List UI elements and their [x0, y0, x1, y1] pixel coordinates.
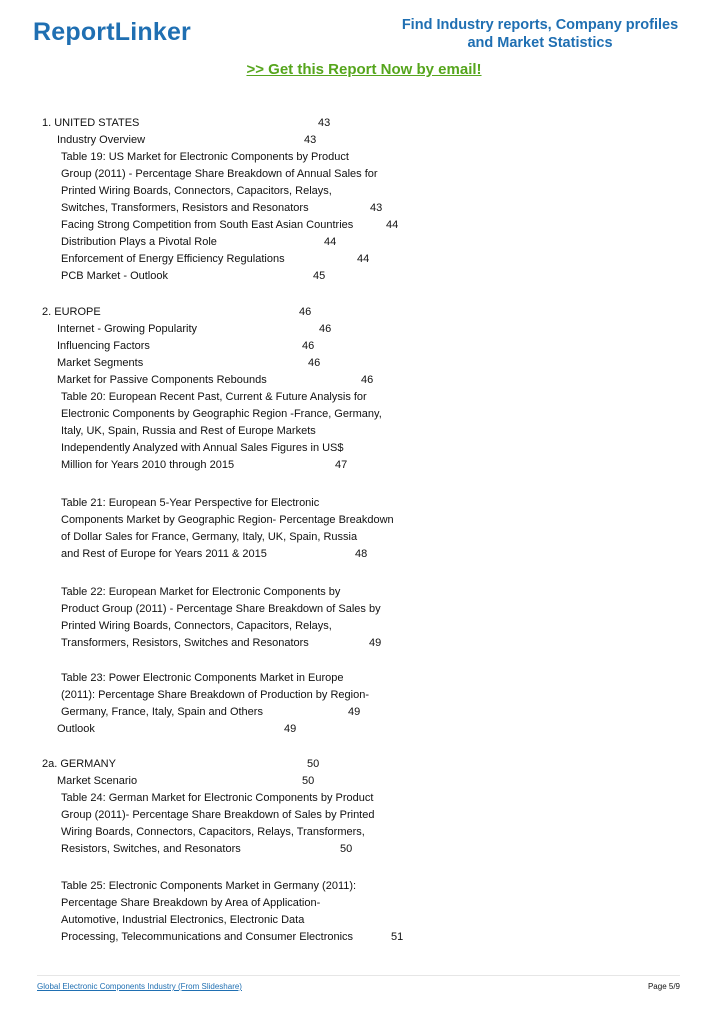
toc-entry: Distribution Plays a Pivotal Role — [61, 236, 217, 248]
toc-entry: Automotive, Industrial Electronics, Electronic Data — [61, 914, 305, 926]
toc-page-number: 49 — [284, 723, 297, 735]
toc-page-number: 43 — [304, 134, 317, 146]
toc-entry: 2. EUROPE — [42, 306, 101, 318]
toc-entry: Market Scenario — [57, 775, 138, 787]
toc-entry: of Dollar Sales for France, Germany, Italy, UK, Spain, Russia — [61, 531, 358, 543]
toc-page-number: 46 — [361, 374, 374, 386]
toc-entry: Facing Strong Competition from South East Asian Countries — [61, 219, 354, 231]
toc-entry: Group (2011)- Percentage Share Breakdown of Sales by Printed — [61, 809, 375, 821]
toc-entry: Percentage Share Breakdown by Area of Application- — [61, 897, 321, 909]
toc-entry: Table 21: European 5-Year Perspective for Electronic — [61, 497, 320, 509]
toc-page-number: 44 — [386, 219, 399, 231]
toc-page-number: 51 — [391, 931, 404, 943]
toc-page-number: 44 — [324, 236, 337, 248]
toc-entry: Internet - Growing Popularity — [57, 323, 198, 335]
toc-entry: Italy, UK, Spain, Russia and Rest of Europe Markets — [61, 425, 316, 437]
toc-entry: Germany, France, Italy, Spain and Others — [61, 706, 263, 718]
get-report-email-link[interactable]: >> Get this Report Now by email! — [246, 61, 482, 78]
toc-page-number: 45 — [313, 270, 326, 282]
toc-page-number: 49 — [369, 637, 382, 649]
toc-entry: Wiring Boards, Connectors, Capacitors, Relays, Transformers, — [61, 826, 365, 838]
toc-page-number: 48 — [355, 548, 368, 560]
toc-entry: Product Group (2011) - Percentage Share Breakdown of Sales by — [61, 603, 381, 615]
toc-page-number: 49 — [348, 706, 361, 718]
toc-entry: Independently Analyzed with Annual Sales Figures in US$ — [61, 442, 344, 454]
toc-entry: Market Segments — [57, 357, 144, 369]
toc-entry: Printed Wiring Boards, Connectors, Capacitors, Relays, — [61, 185, 332, 197]
footer-page-number: Page 5/9 — [647, 982, 680, 991]
tagline-line-2: and Market Statistics — [467, 35, 613, 51]
toc-entry: Industry Overview — [57, 134, 146, 146]
reportlinker-logo[interactable]: ReportLinker — [33, 18, 191, 46]
toc-entry: and Rest of Europe for Years 2011 & 2015 — [61, 548, 267, 560]
toc-entry: Enforcement of Energy Efficiency Regulations — [61, 253, 285, 265]
footer-divider — [37, 975, 680, 976]
toc-entry: Group (2011) - Percentage Share Breakdown of Annual Sales for — [61, 168, 378, 180]
toc-entry: Table 20: European Recent Past, Current & Future Analysis for — [61, 391, 367, 403]
toc-entry: Outlook — [57, 723, 95, 735]
toc-entry: Printed Wiring Boards, Connectors, Capacitors, Relays, — [61, 620, 332, 632]
toc-entry: PCB Market - Outlook — [61, 270, 168, 282]
header-tagline — [360, 16, 720, 52]
toc-page-number: 43 — [370, 202, 383, 214]
toc-page-number: 44 — [357, 253, 370, 265]
toc-page-number: 50 — [307, 758, 320, 770]
toc-entry: Resistors, Switches, and Resonators — [61, 843, 241, 855]
toc-entry: Electronic Components by Geographic Region -France, Germany, — [61, 408, 382, 420]
footer-source-link[interactable]: Global Electronic Components Industry (From Slideshare) — [37, 982, 242, 991]
toc-entry: Table 23: Power Electronic Components Market in Europe — [61, 672, 344, 684]
toc-entry: 1. UNITED STATES — [42, 117, 140, 129]
toc-entry: Processing, Telecommunications and Consumer Electronics — [61, 931, 354, 943]
toc-page-number: 50 — [340, 843, 353, 855]
toc-entry: Table 22: European Market for Electronic Components by — [61, 586, 341, 598]
toc-page-number: 47 — [335, 459, 348, 471]
toc-page-number: 46 — [308, 357, 321, 369]
toc-entry: Switches, Transformers, Resistors and Resonators — [61, 202, 309, 214]
toc-entry: Table 19: US Market for Electronic Components by Product — [61, 151, 349, 163]
toc-entry: 2a. GERMANY — [42, 758, 116, 770]
toc-entry: Transformers, Resistors, Switches and Resonators — [61, 637, 309, 649]
toc-entry: Table 25: Electronic Components Market in Germany (2011): — [61, 880, 357, 892]
toc-entry: Market for Passive Components Rebounds — [57, 374, 267, 386]
toc-page-number: 46 — [302, 340, 315, 352]
toc-page-number: 43 — [318, 117, 331, 129]
toc-entry: Influencing Factors — [57, 340, 150, 352]
toc-entry: (2011): Percentage Share Breakdown of Production by Region- — [61, 689, 369, 701]
toc-page-number: 46 — [319, 323, 332, 335]
toc-entry: Million for Years 2010 through 2015 — [61, 459, 235, 471]
toc-page-number: 50 — [302, 775, 315, 787]
tagline-line-1: Find Industry reports, Company profiles — [401, 17, 679, 33]
toc-entry: Table 24: German Market for Electronic Components by Product — [61, 792, 374, 804]
toc-entry: Components Market by Geographic Region- Percentage Breakdown — [61, 514, 394, 526]
toc-page-number: 46 — [299, 306, 312, 318]
